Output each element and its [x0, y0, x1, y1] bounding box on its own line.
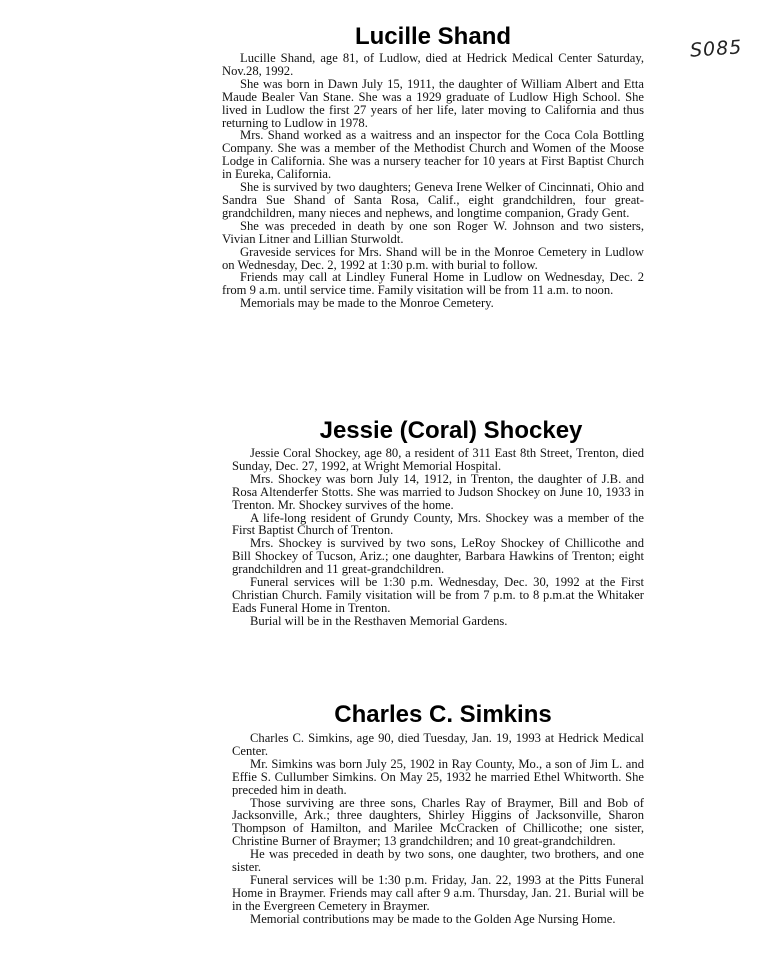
- obituary-paragraph: Memorials may be made to the Monroe Cemetery.: [240, 296, 494, 311]
- obituary-text: [222, 52, 644, 310]
- obituary-paragraph: Mrs. Shockey is survived by two sons, LeRoy Shockey of Chillicothe and Bill Shockey of Tucson, Ariz.; one daughter, Barbara Hawkins of Trenton; eight grandchildren and 11 great-grandchildren.: [232, 536, 644, 577]
- obituary-paragraph: A life-long resident of Grundy County, Mrs. Shockey was a member of the First Baptist Church of Trenton.: [232, 510, 644, 538]
- obituary-paragraph: Friends may call at Lindley Funeral Home in Ludlow on Wednesday, Dec. 2 from 9 a.m. until service time. Family visitation will be from 11 a.m. to noon.: [222, 270, 644, 298]
- obituary-paragraph: Graveside services for Mrs. Shand will be in the Monroe Cemetery in Ludlow on Wednesday, Dec. 2, 1992 at 1:30 p.m. with burial to follow.: [222, 244, 644, 272]
- obituary-name: Charles C. Simkins: [334, 701, 552, 728]
- obituary-name: Lucille Shand: [354, 23, 512, 50]
- obituary-paragraph: Charles C. Simkins, age 90, died Tuesday, Jan. 19, 1993 at Hedrick Medical Center.: [232, 731, 644, 758]
- obituary-paragraph: Those surviving are three sons, Charles Ray of Braymer, Bill and Bob of Jacksonville, Ark.; three daughters, Shirley Higgins of Jacksonville, Sharon Thompson of Hamilton, and Marilee McCracken of Chillicothe; one sister, Christine Burner of Braymer; 13 grandchildren; and 10 great-grandchildren.: [232, 795, 644, 849]
- obituary-text: [232, 447, 644, 628]
- obituary-paragraph: He was preceded in death by two sons, one daughter, two brothers, and one sister.: [232, 847, 644, 875]
- obituary-paragraph: She is survived by two daughters; Geneva Irene Welker of Cincinnati, Ohio and Sandra Sue Shand of Santa Rosa, Calif., eight grandchildren, four great-grandchildren, many nieces and nephews, and longtime companion, Grady Gent.: [222, 180, 644, 220]
- obituary-jessie-shockey: [222, 418, 644, 628]
- obituary-paragraph: She was preceded in death by one son Roger W. Johnson and two sisters, Vivian Litner and Lillian Sturwoldt.: [222, 218, 644, 246]
- obituary-paragraph: Lucille Shand, age 81, of Ludlow, died at Hedrick Medical Center Saturday, Nov.28, 1992.: [222, 51, 644, 78]
- obituary-text: [232, 732, 644, 926]
- obituary-paragraph: Mrs. Shockey was born July 14, 1912, in Trenton, the daughter of J.B. and Rosa Altenderfer Stotts. She was married to Judson Shockey on June 10, 1933 in Trenton. Mr. Shockey survives of the home.: [232, 471, 644, 512]
- obituary-name: Jessie (Coral) Shockey: [319, 417, 583, 444]
- obituary-paragraph: Mr. Simkins was born July 25, 1902 in Ray County, Mo., a son of Jim L. and Effie S. Cullumber Simkins. On May 25, 1932 he married Ethel Whitworth. She preceded him in death.: [232, 756, 644, 797]
- obituary-paragraph: Memorial contributions may be made to the Golden Age Nursing Home.: [250, 911, 616, 926]
- obituary-paragraph: Funeral services will be 1:30 p.m. Friday, Jan. 22, 1993 at the Pitts Funeral Home in Braymer. Friends may call after 9 a.m. Thursday, Jan. 21. Burial will be in the Evergreen Cemetery in Braymer.: [232, 872, 644, 913]
- obituary-paragraph: Burial will be in the Resthaven Memorial Gardens.: [250, 613, 508, 628]
- handwritten-page-number: S085: [689, 36, 744, 62]
- obituary-lucille-shand: [222, 24, 644, 310]
- obituary-charles-simkins: [222, 702, 644, 926]
- obituary-paragraph: Mrs. Shand worked as a waitress and an inspector for the Coca Cola Bottling Company. She was a member of the Methodist Church and Women of the Moose Lodge in California. She was a nursery teacher for 10 years at First Baptist Church in Eureka, California.: [222, 128, 644, 182]
- obituary-paragraph: She was born in Dawn July 15, 1911, the daughter of William Albert and Etta Maude Bealer Van Stane. She was a 1929 graduate of Ludlow High School. She lived in Ludlow the first 27 years of her life, later moving to California and thus returning to Ludlow in 1978.: [222, 76, 644, 130]
- obituary-paragraph: Jessie Coral Shockey, age 80, a resident of 311 East 8th Street, Trenton, died Sunday, Dec. 27, 1992, at Wright Memorial Hospital.: [232, 446, 644, 473]
- obituary-paragraph: Funeral services will be 1:30 p.m. Wednesday, Dec. 30, 1992 at the First Christian Church. Family visitation will be from 7 p.m. to 8 p.m.at the Whitaker Eads Funeral Home in Trenton.: [232, 575, 644, 615]
